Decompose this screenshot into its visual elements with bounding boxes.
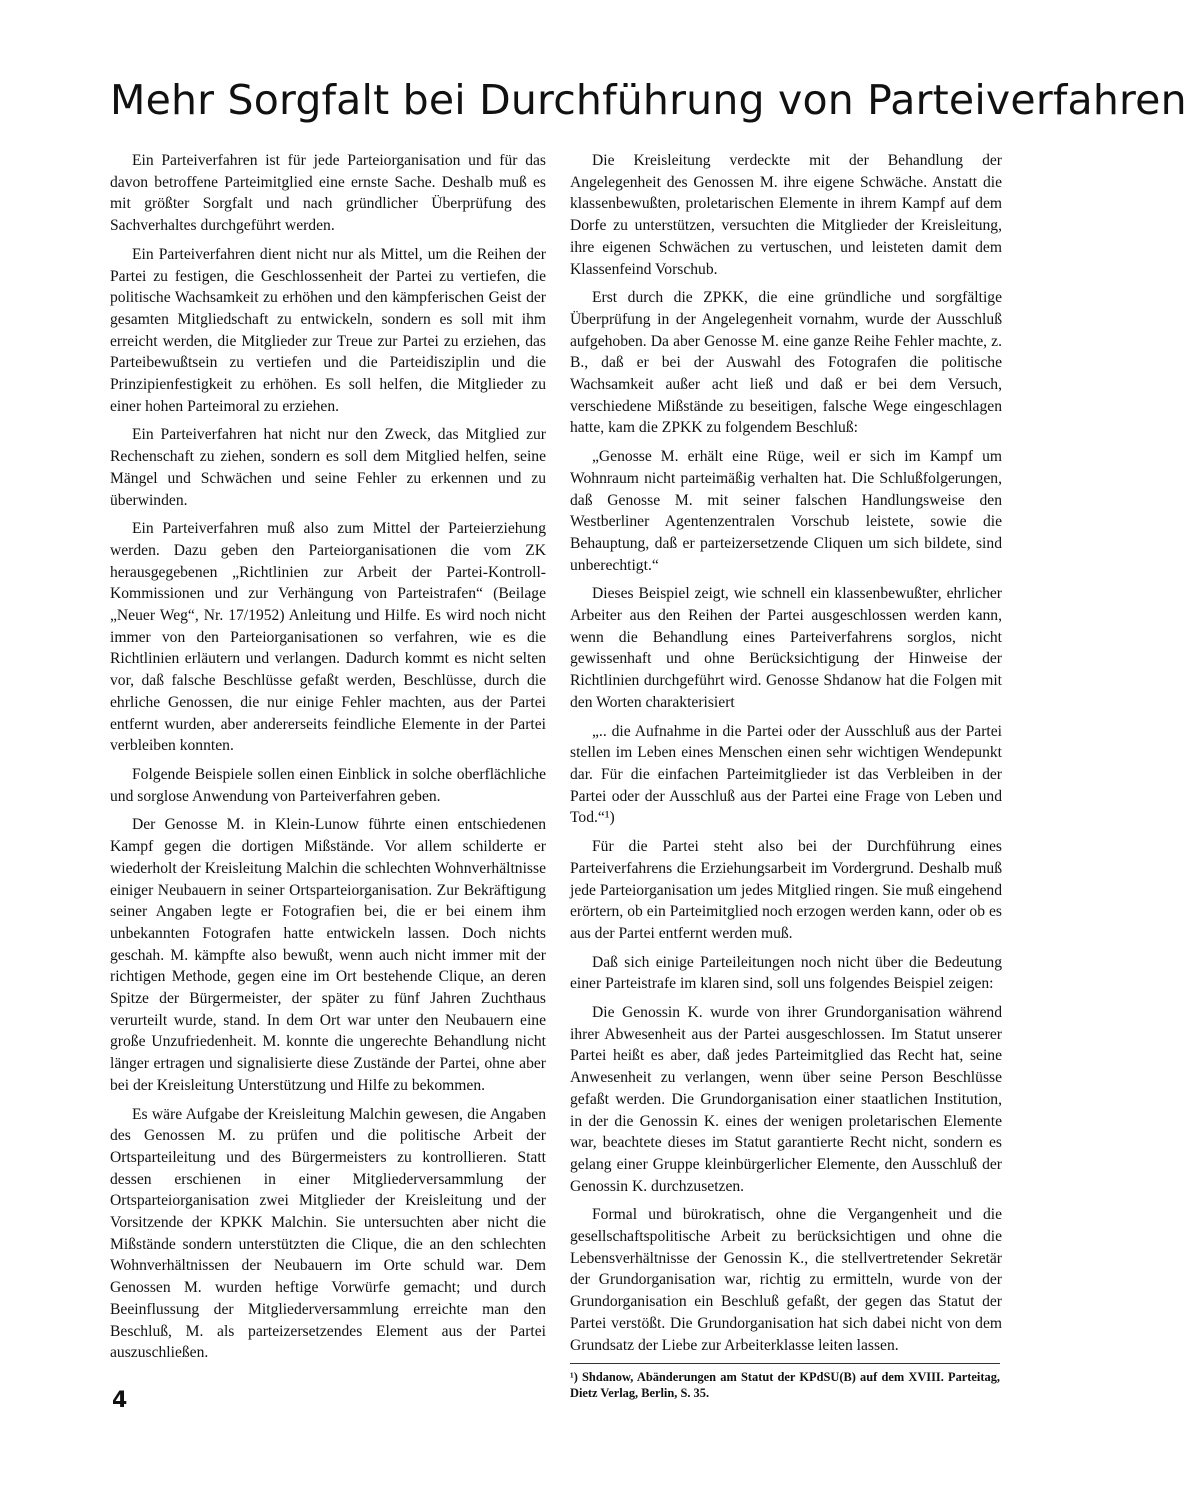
- paragraph: Erst durch die ZPKK, die eine gründliche und sorgfältige Überprüfung in der Angelegenheit vornahm, wurde der Ausschluß aufgehoben. Da aber Genosse M. eine ganze Reihe Fehler machte, z. B., daß er bei der Auswahl des Fotografen die politische Wachsamkeit außer acht ließ und daß er bei dem Versuch, verschiedene Mißstände zu beseitigen, falsche Wege eingeschlagen hatte, kam die ZPKK zu folgendem Beschluß:: [570, 289, 1002, 437]
- paragraph: Die Kreisleitung verdeckte mit der Behandlung der Angelegenheit des Genossen M. ihre eigene Schwäche. Anstatt die klassenbewußten, proletarischen Elemente in ihrem Kampf auf dem Dorfe zu unterstützen, versuchten die Mitglieder der Kreisleitung, ihre eigenen Schwächen zu vertuschen, und leisteten damit dem Klassenfeind Vorschub.: [570, 152, 1002, 278]
- quote-paragraph: „.. die Aufnahme in die Partei oder der Ausschluß aus der Partei stellen im Leben eines Menschen einen sehr wichtigen Wendepunkt dar. Für die einfachen Parteimitglieder ist das Verbleiben in der Partei oder der Ausschluß aus der Partei eine Frage von Leben und Tod.“¹): [570, 722, 1002, 827]
- right-column: [570, 150, 1002, 1401]
- paragraph: Ein Parteiverfahren muß also zum Mittel der Parteierziehung werden. Dazu geben den Parteiorganisationen die vom ZK herausgegebenen „Richtlinien zur Arbeit der Partei-Kontroll-Kommissionen und zur Verhängung von Parteistrafen“ (Beilage „Neuer Weg“, Nr. 17/1952) Anleitung und Hilfe. Es wird noch nicht immer von den Parteiorganisationen so verfahren, wie es die Richtlinien erläutern und verlangen. Dadurch kommt es nicht selten vor, daß falsche Beschlüsse gefaßt werden, Beschlüsse, durch die ehrliche Genossen, die nur einige Fehler machten, aus der Partei entfernt wurden, aber andererseits feindliche Elemente in der Partei verbleiben konnten.: [110, 520, 546, 755]
- paragraph: Die Genossin K. wurde von ihrer Grundorganisation während ihrer Abwesenheit aus der Partei ausgeschlossen. Im Statut unserer Partei heißt es aber, daß jedes Parteimitglied das Recht hat, seine Anwesenheit zu verlangen, wenn über seine Person Beschlüsse gefaßt werden. Die Grundorganisation einer staatlichen Institution, in der die Genossin K. eines der wenigen proletarischen Elemente war, beachtete dieses im Statut garantierte Recht nicht, sondern es gelang einer Gruppe kleinbürgerlicher Elemente, den Ausschluß der Genossin K. durchzusetzen.: [570, 1004, 1002, 1195]
- paragraph: Folgende Beispiele sollen einen Einblick in solche oberflächliche und sorglose Anwendung von Parteiverfahren geben.: [110, 765, 546, 805]
- paragraph: Ein Parteiverfahren hat nicht nur den Zweck, das Mitglied zur Rechenschaft zu ziehen, sondern es soll dem Mitglied helfen, seine Mängel und Schwächen und seine Fehler zu erkennen und zu überwinden.: [110, 426, 546, 509]
- page-number: 4: [112, 1388, 128, 1413]
- left-column: [110, 150, 546, 1371]
- paragraph: Für die Partei steht also bei der Durchführung eines Parteiverfahrens die Erziehungsarbeit im Vordergrund. Deshalb muß jede Parteiorganisation um jedes Mitglied ringen. Sie muß eingehend erörtern, ob ein Parteimitglied noch erzogen werden kann, oder ob es aus der Partei entfernt werden muß.: [570, 838, 1002, 942]
- paragraph: Formal und bürokratisch, ohne die Vergangenheit und die gesellschaftspolitische Arbeit zu berücksichtigen und ohne die Lebensverhältnisse der Genossin K., die stellvertretender Sekretär der Grundorganisation war, richtig zu ermitteln, wurde von der Grundorganisation ein Beschluß gefaßt, der gegen das Statut der Partei verstößt. Die Grundorganisation hat sich dabei nicht von dem Grundsatz der Liebe zur Arbeiterklasse leiten lassen.: [570, 1206, 1002, 1354]
- quote-paragraph: „Genosse M. erhält eine Rüge, weil er sich im Kampf um Wohnraum nicht parteimäßig verhalten hat. Die Schlußfolgerungen, daß Genosse M. mit seiner falschen Handlungsweise den Westberliner Agentenzentralen Vorschub leistete, sowie die Behauptung, daß er parteizersetzende Cliquen um sich bildete, sind unberechtigt.“: [570, 448, 1002, 574]
- paragraph: Der Genosse M. in Klein-Lunow führte einen entschiedenen Kampf gegen die dortigen Mißstände. Vor allem schilderte er wiederholt der Kreisleitung Malchin die schlechten Wohnverhältnisse einiger Neubauern in seiner Ortsparteiorganisation. Zur Bekräftigung seiner Angaben legte er Fotografien bei, die er bei einem ihm unbekannten Fotografen hatte entwickeln lassen. Doch nichts geschah. M. kämpfte also bewußt, wenn auch nicht immer mit der richtigen Methode, gegen eine im Ort bestehende Clique, an deren Spitze der Bürgermeister, der später zu fünf Jahren Zuchthaus verurteilt wurde, stand. In dem Ort war unter den Neubauern eine große Unzufriedenheit. M. konnte die ungerechte Behandlung nicht länger ertragen und signalisierte diese Zustände der Partei, ohne aber bei der Kreisleitung Unterstützung und Hilfe zu bekommen.: [110, 816, 546, 1094]
- paragraph: Daß sich einige Parteileitungen noch nicht über die Bedeutung einer Parteistrafe im klaren sind, soll uns folgendes Beispiel zeigen:: [570, 953, 1002, 993]
- paragraph: Ein Parteiverfahren ist für jede Parteiorganisation und für das davon betroffene Parteimitglied eine ernste Sache. Deshalb muß es mit größter Sorgfalt und nach gründlicher Überprüfung des Sachverhaltes durchgeführt werden.: [110, 152, 546, 235]
- footnote: ¹) Shdanow, Abänderungen am Statut der KPdSU(B) auf dem XVIII. Parteitag, Dietz Verlag, Berlin, S. 35.: [570, 1363, 1000, 1401]
- paragraph: Es wäre Aufgabe der Kreisleitung Malchin gewesen, die Angaben des Genossen M. zu prüfen und die politische Arbeit der Ortsparteileitung und des Bürgermeisters zu kontrollieren. Statt dessen erschienen in einer Mitgliederversammlung der Ortsparteiorganisation zwei Mitglieder der Kreisleitung und der Vorsitzende der KPKK Malchin. Sie untersuchten aber nicht die Mißstände sondern unterstützten die Clique, die an den schlechten Wohnverhältnissen der Neubauern im Orte schuld war. Dem Genossen M. wurden heftige Vorwürfe gemacht; und durch Beeinflussung der Mitgliederversammlung erreichte man den Beschluß, M. als parteizersetzendes Element aus der Partei auszuschließen.: [110, 1105, 546, 1362]
- paragraph: Ein Parteiverfahren dient nicht nur als Mittel, um die Reihen der Partei zu festigen, die Geschlossenheit der Partei zu vertiefen, die politische Wachsamkeit zu erhöhen und den kämpferischen Geist der gesamten Mitgliedschaft zu entwickeln, sondern es soll mit ihm erreicht werden, die Mitglieder zur Treue zur Partei zu erziehen, das Parteibewußtsein zu vertiefen und die Parteidisziplin und die Prinzipienfestigkeit zu erhöhen. Es soll helfen, die Mitglieder zu einer hohen Parteimoral zu erziehen.: [110, 245, 546, 415]
- paragraph: Dieses Beispiel zeigt, wie schnell ein klassenbewußter, ehrlicher Arbeiter aus den Reihen der Partei ausgeschlossen werden kann, wenn die Behandlung eines Parteiverfahrens sorglos, nicht gewissenhaft und ohne Berücksichtigung der Hinweise der Richtlinien durchgeführt wird. Genosse Shdanow hat die Folgen mit den Worten charakterisiert: [570, 585, 1002, 711]
- article-title: Mehr Sorgfalt bei Durchführung von Parteiverfahren: [110, 76, 1187, 124]
